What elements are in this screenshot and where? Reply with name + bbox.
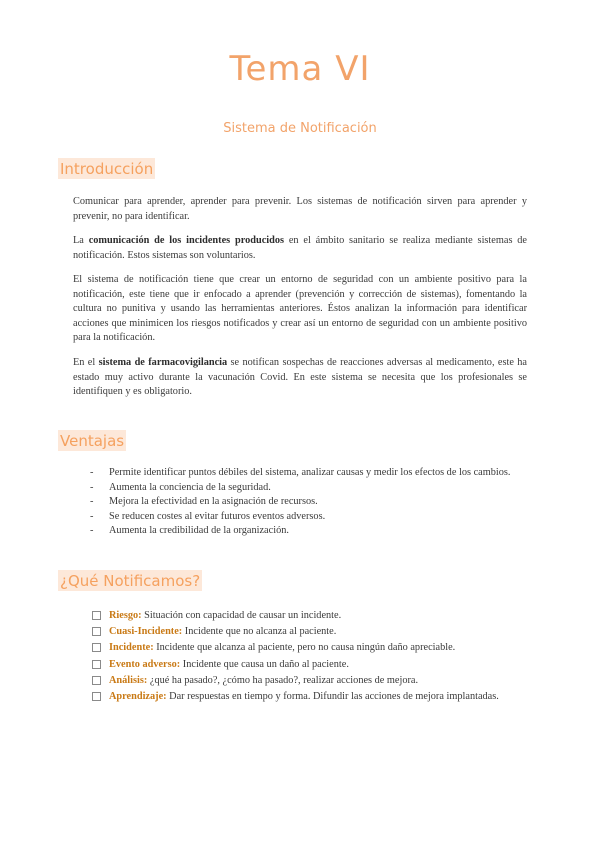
list-item <box>90 481 527 496</box>
dash-bullet: - <box>90 481 94 493</box>
list-item-text: Se reducen costes al evitar futuros eventos adversos. <box>109 510 326 522</box>
page-subtitle: Sistema de Notificación <box>223 121 377 136</box>
checklist-description: Dar respuestas en tiempo y forma. Difundir las acciones de mejora implantadas. <box>166 690 499 702</box>
checkbox-icon <box>92 643 101 652</box>
checklist-term: Aprendizaje: <box>109 690 167 702</box>
intro-paragraph-4 <box>73 356 527 400</box>
checkbox-icon <box>92 660 101 669</box>
checklist-description: Incidente que no alcanza al paciente. <box>182 626 337 638</box>
checklist-description: ¿qué ha pasado?, ¿cómo ha pasado?, realizar acciones de mejora. <box>147 674 419 686</box>
checklist-item <box>92 690 527 705</box>
checklist-term: Análisis: <box>109 674 148 686</box>
checklist-item <box>92 609 527 624</box>
intro-paragraph-3: El sistema de notificación tiene que crear un entorno de seguridad con un ambiente positivo para la notificación, este tiene que ir enfocado a aprender (prevención y corrección de sistemas), fomentando la cultura no punitiva y usando las herramientas anteriores. Éstos analizan la información para identificar acciones que minimicen los riesgos notificados y crear así un entorno de seguridad con un ambiente positivo para la notificación. <box>73 274 527 343</box>
checkbox-icon <box>92 692 101 701</box>
text-run: En el <box>73 357 99 368</box>
dash-bullet: - <box>90 467 94 478</box>
ventajas-list <box>90 466 527 539</box>
text-run: La <box>73 235 89 246</box>
bold-term: sistema de farmacovigilancia <box>98 357 228 368</box>
checklist-item <box>92 625 527 640</box>
checklist-item <box>92 641 527 656</box>
list-item <box>90 495 527 510</box>
checklist-term: Cuasi-Incidente: <box>109 626 183 638</box>
checklist-term: Incidente: <box>109 642 154 654</box>
bold-term: comunicación de los incidentes producidos <box>88 235 285 246</box>
dash-bullet: - <box>90 510 94 522</box>
list-item-text: Aumenta la credibilidad de la organización. <box>109 525 289 536</box>
checklist-term: Riesgo: <box>109 610 142 621</box>
checklist-item <box>92 658 527 673</box>
notificamos-list <box>92 609 527 706</box>
checklist-item <box>92 674 527 689</box>
checkbox-icon <box>92 611 101 620</box>
text-run: se notifican sospechas de reacciones adversas al medicamento, este ha estado muy activo durante la vacunación Covid. En este sistema se necesita que los profesionales se identifiquen y es obligatorio. <box>73 357 527 397</box>
section-heading-introduccion: Introducción <box>60 160 154 178</box>
list-item-text: Permite identificar puntos débiles del sistema, analizar causas y medir los efectos de los cambios. <box>109 467 511 478</box>
checkbox-icon <box>92 676 101 685</box>
list-item <box>90 466 527 481</box>
dash-bullet: - <box>90 525 94 536</box>
checklist-description: Incidente que causa un daño al paciente. <box>180 658 349 670</box>
section-heading-notificamos: ¿Qué Notificamos? <box>60 572 201 590</box>
checklist-description: Incidente que alcanza al paciente, pero no causa ningún daño apreciable. <box>153 642 456 654</box>
intro-paragraph-1: Comunicar para aprender, aprender para prevenir. Los sistemas de notificación sirven para aprender y prevenir, no para identificar. <box>73 196 527 222</box>
section-heading-ventajas: Ventajas <box>60 432 125 450</box>
list-item <box>90 510 527 525</box>
list-item-text: Mejora la efectividad en la asignación de recursos. <box>109 496 318 507</box>
page-title: Tema VI <box>229 49 371 89</box>
text-run: en el ámbito sanitario se realiza mediante sistemas de notificación. Estos sistemas son voluntarios. <box>73 235 527 261</box>
dash-bullet: - <box>90 496 94 507</box>
intro-paragraph-2 <box>73 234 527 263</box>
list-item <box>90 524 527 539</box>
checklist-term: Evento adverso: <box>109 658 181 670</box>
checkbox-icon <box>92 627 101 636</box>
checklist-description: Situación con capacidad de causar un incidente. <box>141 610 342 621</box>
list-item-text: Aumenta la conciencia de la seguridad. <box>109 481 271 493</box>
